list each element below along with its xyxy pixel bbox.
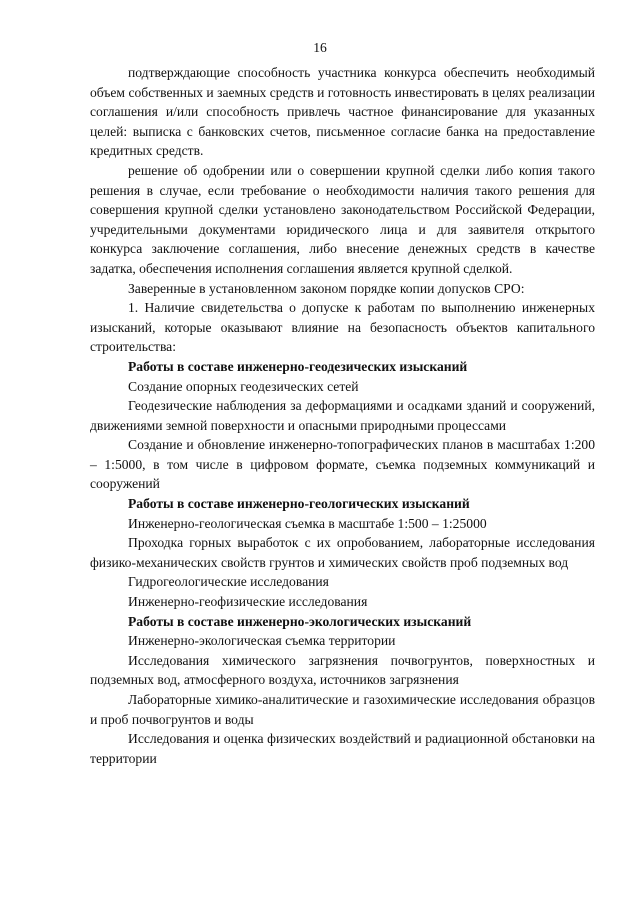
section-heading: Работы в составе инженерно-экологических изысканий [128, 613, 472, 629]
body-paragraph: Создание опорных геодезических сетей [128, 378, 359, 394]
body-paragraph: Инженерно-геофизические исследования [128, 594, 368, 610]
body-paragraph: Инженерно-экологическая съемка территории [128, 633, 396, 649]
body-paragraph: Исследования и оценка физических воздействий и радиационной обстановки на территории [90, 731, 595, 766]
body-paragraph: Заверенные в установленном законом порядке копии допусков СРО: [128, 280, 525, 296]
body-paragraph: Инженерно-геологическая съемка в масштабе 1:500 – 1:25000 [128, 515, 487, 531]
body-paragraph: Лабораторные химико-аналитические и газохимические исследования образцов и проб почвогрунтов и воды [90, 692, 595, 727]
page-number: 16 [313, 40, 327, 55]
body-paragraph: Геодезические наблюдения за деформациями и осадками зданий и сооружений, движениями земной поверхности и опасными природными процессами [90, 398, 595, 433]
document-body [90, 63, 595, 768]
body-paragraph: решение об одобрении или о совершении крупной сделки либо копия такого решения в случае, если требование о необходимости наличия такого решения для совершения крупной сделки установлено законодательством Российской Федерации, учредительными документами юридического лица и для заявителя открытого конкурса заключение соглашения, либо внесение денежных средств в качестве задатка, обеспечения исполнения соглашения является крупной сделкой. [90, 162, 595, 276]
body-paragraph: Исследования химического загрязнения почвогрунтов, поверхностных и подземных вод, атмосферного воздуха, источников загрязнения [90, 652, 595, 688]
body-paragraph: 1. Наличие свидетельства о допуске к работам по выполнению инженерных изысканий, которые оказывают влияние на безопасность объектов капитального строительства: [90, 300, 595, 355]
section-heading: Работы в составе инженерно-геодезических изысканий [128, 358, 468, 374]
body-paragraph: Гидрогеологические исследования [128, 574, 329, 590]
body-paragraph: Создание и обновление инженерно-топографических планов в масштабах 1:200 – 1:5000, в том числе в цифровом формате, съемка подземных коммуникаций и сооружений [90, 437, 595, 492]
body-paragraph: Проходка горных выработок с их опробованием, лабораторные исследования физико-механических свойств грунтов и химических свойств проб подземных вод [90, 535, 595, 570]
body-paragraph: подтверждающие способность участника конкурса обеспечить необходимый объем собственных и заемных средств и готовность инвестировать в целях реализации соглашения и/или способность привлечь частное финансирование для указанных целей: выписка с банковских счетов, письменное согласие банка на предоставление кредитных средств. [90, 65, 595, 159]
section-heading: Работы в составе инженерно-геологических изысканий [128, 496, 470, 512]
